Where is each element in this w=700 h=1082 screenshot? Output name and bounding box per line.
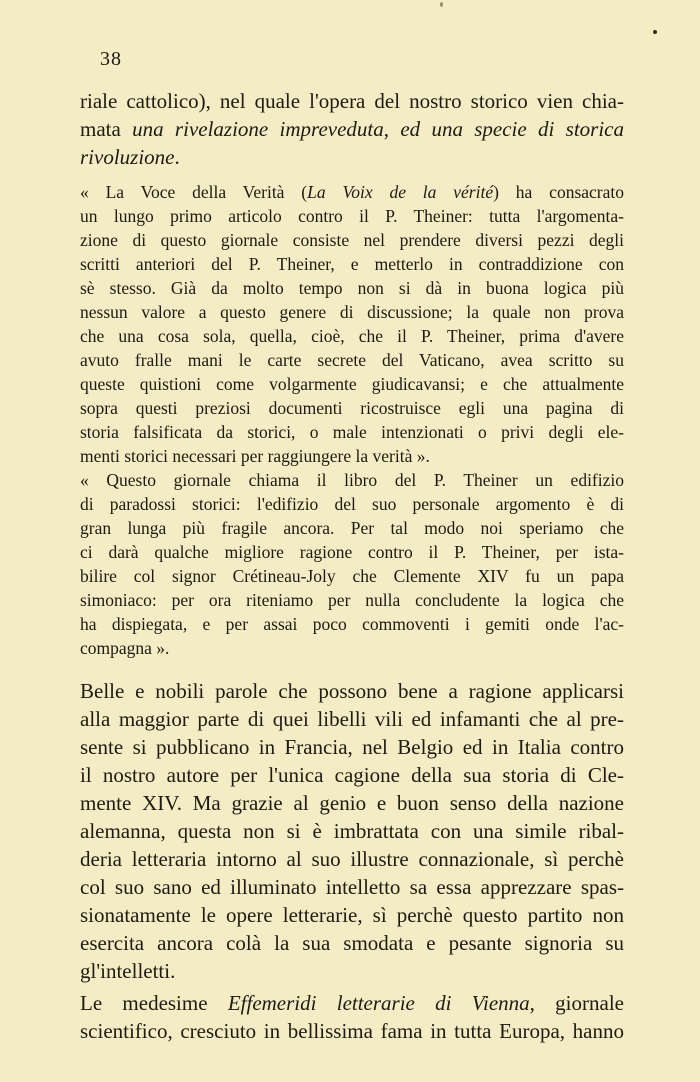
text-line: bilire col signor Crétineau-Joly che Clemente XIV fu un papa xyxy=(80,566,624,586)
text-line: queste quistioni come volgarmente giudicavansi; e che attualmente xyxy=(80,374,624,394)
page-number: 38 xyxy=(100,48,122,70)
italic-text: La Voix de la vérité xyxy=(307,182,494,202)
text-segment: ) ha consacrato xyxy=(493,182,624,202)
text-segment: Le medesime xyxy=(80,991,228,1015)
text-line: alla maggior parte di quei libelli vili ed infamanti che al pre- xyxy=(80,707,624,731)
text-line xyxy=(80,114,624,144)
text-line: deria letteraria intorno al suo illustre connazionale, sì perchè xyxy=(80,847,624,871)
ink-speck xyxy=(653,30,657,34)
text-line: avuto fralle mani le carte secrete del Vaticano, avea scritto su xyxy=(80,350,624,370)
text-segment: « La Voce della Verità ( xyxy=(80,182,308,202)
italic-text: una rivelazione impreveduta xyxy=(132,117,384,141)
text-line: ha dispiegata, e per assai poco commoventi i gemiti onde l'ac- xyxy=(80,614,624,634)
text-line: scientifico, cresciuto in bellissima fama in tutta Europa, hanno xyxy=(80,1019,624,1043)
text-line: esercita ancora colà la sua smodata e pesante signoria su xyxy=(80,931,624,955)
text-line: « Questo giornale chiama il libro del P. Theiner un edifizio xyxy=(80,470,624,490)
text-line: gl'intelletti. xyxy=(80,959,176,983)
text-segment: , giornale xyxy=(529,991,624,1015)
text-segment: . xyxy=(174,145,180,169)
text-line: il nostro autore per l'unica cagione della sua storia di Cle- xyxy=(80,763,624,787)
text-line: sente si pubblicano in Francia, nel Belgio ed in Italia contro xyxy=(80,735,624,759)
text-line: storia falsificata da storici, o male intenzionati o privi degli ele- xyxy=(80,422,624,442)
text-line: scritti anteriori del P. Theiner, e metterlo in contraddizione con xyxy=(80,254,624,274)
italic-text: Effemeridi letterarie di Vienna xyxy=(227,991,530,1015)
italic-text: rivoluzione xyxy=(80,145,175,169)
text-line: nessun valore a questo genere di discussione; la quale non prova xyxy=(80,302,624,322)
text-line: menti storici necessari per raggiungere la verità ». xyxy=(80,446,430,466)
text-line: un lungo primo articolo contro il P. Theiner: tutta l'argomenta- xyxy=(80,206,624,226)
text-line: compagna ». xyxy=(80,638,170,658)
text-line: Belle e nobili parole che possono bene a ragione applicarsi xyxy=(80,679,624,703)
text-line: col suo sano ed illuminato intelletto sa essa apprezzare spas- xyxy=(80,875,624,899)
text-line: sopra questi preziosi documenti ricostruisce egli una pagina di xyxy=(80,398,624,418)
text-line: alemanna, questa non si è imbrattata con una simile ribal- xyxy=(80,819,624,843)
text-line xyxy=(80,180,624,204)
text-line: che una cosa sola, quella, cioè, che il P. Theiner, prima d'avere xyxy=(80,326,624,346)
text-line: gran lunga più fragile ancora. Per tal modo noi speriamo che xyxy=(80,518,624,538)
text-segment: , xyxy=(383,117,401,141)
text-line: zione di questo giornale consiste nel prendere diversi pezzi degli xyxy=(80,230,624,250)
text-line: sionatamente le opere letterarie, sì perchè questo partito non xyxy=(80,903,624,927)
text-segment: mata xyxy=(80,117,133,141)
text-line: di paradossi storici: l'edifizio del suo personale argomento è di xyxy=(80,494,624,514)
italic-text: ed una specie di storica xyxy=(400,117,624,141)
text-line xyxy=(80,142,624,172)
text-line: riale cattolico), nel quale l'opera del nostro storico vien chia- xyxy=(80,89,624,113)
text-line: mente XIV. Ma grazie al genio e buon senso della nazione xyxy=(80,791,624,815)
text-line: simoniaco: per ora riteniamo per nulla concludente la logica che xyxy=(80,590,624,610)
text-line: sè stesso. Già da molto tempo non si dà in buona logica più xyxy=(80,278,624,298)
text-line: ci darà qualche migliore ragione contro il P. Theiner, per ista- xyxy=(80,542,624,562)
text-line xyxy=(80,988,624,1018)
ink-speck xyxy=(440,2,443,7)
